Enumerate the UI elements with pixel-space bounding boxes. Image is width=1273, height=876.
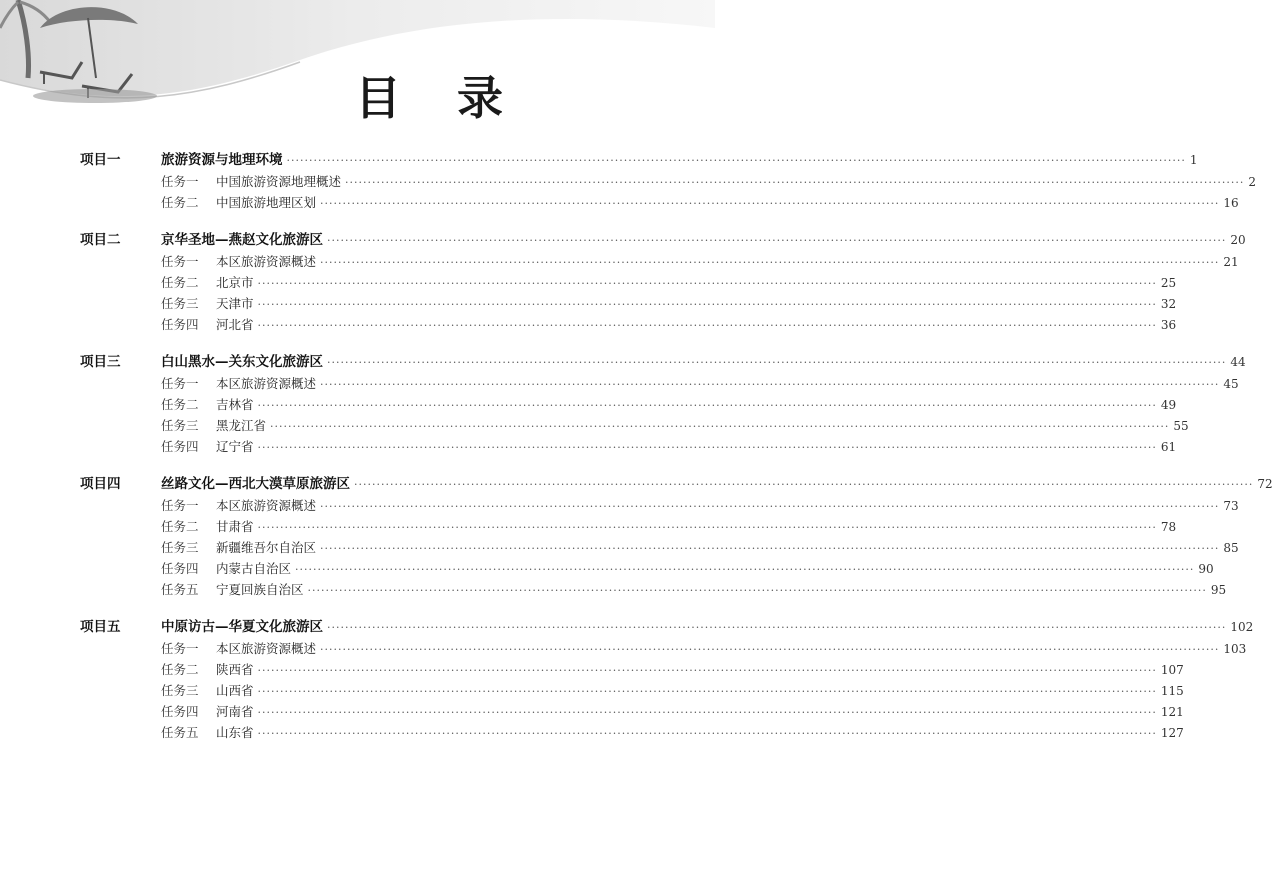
page-number: 103 [1223,642,1247,656]
task-row [0,722,1184,743]
task-number: 任务一 [161,641,199,656]
dot-leader: ········································································································································································································ [327,356,1227,369]
dot-leader: ········································································································································································································ [270,420,1170,433]
task-entry[interactable] [216,516,1177,538]
task-entry[interactable] [216,579,1227,601]
page-number: 127 [1160,726,1184,740]
task-row [0,373,1239,394]
dot-leader: ········································································································································································································ [295,563,1195,576]
task-number: 任务五 [161,582,199,597]
task-title: 中国旅游资源地理概述 [216,174,342,189]
task-title: 中国旅游地理区划 [216,195,317,210]
page-number: 44 [1230,355,1246,369]
page-number: 20 [1230,233,1246,247]
task-title: 山西省 [216,683,254,698]
task-row [0,638,1247,659]
task-number: 任务二 [161,195,199,210]
project-title: 丝路文化—西北大漠草原旅游区 [161,476,350,492]
task-number: 任务一 [161,254,199,269]
project-section [0,352,1246,457]
task-number: 任务四 [161,317,199,332]
task-title: 陕西省 [216,662,254,677]
project-entry[interactable] [161,352,1246,373]
task-row [0,314,1177,335]
page-number: 78 [1160,520,1177,534]
dot-leader: ········································································································································································································ [257,441,1157,454]
task-row [0,701,1184,722]
task-entry[interactable] [216,495,1239,517]
page-number: 1 [1189,153,1198,167]
task-row [0,272,1177,293]
dot-leader: ········································································································································································································ [320,256,1220,269]
project-section [0,617,1254,743]
project-section [0,230,1246,335]
dot-leader: ········································································································································································································ [327,621,1227,634]
task-entry[interactable] [216,701,1184,723]
task-number: 任务三 [161,683,199,698]
project-row [0,474,1273,495]
task-title: 黑龙江省 [216,418,267,433]
dot-leader: ········································································································································································································ [257,277,1157,290]
page-number: 25 [1160,276,1177,290]
project-row [0,230,1246,251]
task-number: 任务四 [161,704,199,719]
task-title: 河北省 [216,317,254,332]
page-number: 49 [1160,398,1177,412]
project-section [0,474,1273,600]
task-entry[interactable] [216,394,1177,416]
dot-leader: ········································································································································································································ [257,319,1157,332]
task-title: 宁夏回族自治区 [216,582,304,597]
page-number: 121 [1160,705,1184,719]
task-title: 本区旅游资源概述 [216,641,317,656]
project-section [0,150,1256,213]
task-title: 甘肃省 [216,519,254,534]
task-number: 任务二 [161,662,199,677]
task-row [0,659,1184,680]
task-title: 辽宁省 [216,439,254,454]
dot-leader: ········································································································································································································ [307,584,1207,597]
task-row [0,293,1177,314]
task-title: 内蒙古自治区 [216,561,292,576]
task-number: 任务五 [161,725,199,740]
project-title: 旅游资源与地理环境 [161,152,283,168]
project-row [0,352,1246,373]
dot-leader: ········································································································································································································ [320,500,1220,513]
task-entry[interactable] [216,171,1256,193]
task-number: 任务三 [161,540,199,555]
page-number: 45 [1223,377,1239,391]
task-title: 山东省 [216,725,254,740]
task-title: 本区旅游资源概述 [216,254,317,269]
task-number: 任务一 [161,498,199,513]
task-entry[interactable] [216,537,1239,559]
dot-leader: ········································································································································································································ [257,706,1157,719]
dot-leader: ········································································································································································································ [320,378,1220,391]
page-number: 21 [1223,255,1239,269]
task-entry[interactable] [216,373,1239,395]
task-title: 新疆维吾尔自治区 [216,540,317,555]
task-row [0,251,1239,272]
page-number: 95 [1210,583,1227,597]
page-number: 102 [1230,620,1254,634]
task-number: 任务三 [161,296,199,311]
dot-leader: ········································································································································································································ [327,234,1227,247]
project-title: 京华圣地—燕赵文化旅游区 [161,232,323,248]
project-number: 项目二 [80,232,121,248]
page-number: 115 [1160,684,1184,698]
task-title: 北京市 [216,275,254,290]
project-title: 中原访古—华夏文化旅游区 [161,619,323,635]
task-entry[interactable] [216,436,1177,458]
dot-leader: ········································································································································································································ [320,197,1220,210]
task-number: 任务一 [161,376,199,391]
project-title: 白山黑水—关东文化旅游区 [161,354,323,370]
page-number: 55 [1173,419,1189,433]
dot-leader: ········································································································································································································ [257,727,1157,740]
task-entry[interactable] [216,722,1184,744]
page-number: 2 [1248,175,1256,189]
task-entry[interactable] [216,415,1189,437]
project-number: 项目一 [80,152,121,168]
task-row [0,558,1214,579]
task-number: 任务四 [161,561,199,576]
task-title: 河南省 [216,704,254,719]
task-entry[interactable] [216,314,1177,336]
task-row [0,537,1239,558]
task-row [0,495,1239,516]
task-number: 任务四 [161,439,199,454]
task-row [0,394,1177,415]
task-title: 本区旅游资源概述 [216,376,317,391]
task-entry[interactable] [216,192,1239,214]
task-entry[interactable] [216,251,1239,273]
page-number: 73 [1223,499,1239,513]
project-row [0,150,1198,171]
project-number: 项目四 [80,476,121,492]
page-number: 36 [1160,318,1177,332]
dot-leader: ········································································································································································································ [354,478,1254,491]
page-number: 72 [1257,477,1273,491]
task-title: 本区旅游资源概述 [216,498,317,513]
dot-leader: ········································································································································································································ [257,399,1157,412]
dot-leader: ········································································································································································································ [257,521,1157,534]
task-number: 任务一 [161,174,199,189]
task-entry[interactable] [216,680,1184,702]
task-number: 任务三 [161,418,199,433]
task-entry[interactable] [216,659,1184,681]
task-entry[interactable] [216,638,1247,660]
project-entry[interactable] [161,617,1254,638]
task-row [0,680,1184,701]
dot-leader: ········································································································································································································ [320,542,1220,555]
project-row [0,617,1254,638]
page-number: 32 [1160,297,1177,311]
page-title: 目录 [355,71,559,125]
project-number: 项目五 [80,619,121,635]
task-row [0,436,1177,457]
task-entry[interactable] [216,558,1214,580]
page-number: 85 [1223,541,1239,555]
dot-leader: ········································································································································································································ [257,685,1157,698]
project-entry[interactable] [161,230,1246,251]
page-number: 61 [1160,440,1177,454]
dot-leader: ········································································································································································································ [286,154,1186,167]
dot-leader: ········································································································································································································ [257,298,1157,311]
project-number: 项目三 [80,354,121,370]
table-of-contents [0,150,1273,760]
task-row [0,516,1177,537]
task-title: 吉林省 [216,397,254,412]
task-row [0,171,1256,192]
task-title: 天津市 [216,296,254,311]
page-number: 90 [1198,562,1214,576]
task-number: 任务二 [161,397,199,412]
project-entry[interactable] [161,150,1198,171]
task-row [0,415,1189,436]
task-entry[interactable] [216,272,1177,294]
task-row [0,579,1227,600]
dot-leader: ········································································································································································································ [257,664,1157,677]
dot-leader: ········································································································································································································ [345,176,1245,189]
dot-leader: ········································································································································································································ [320,643,1220,656]
page-number: 107 [1160,663,1184,677]
task-row [0,192,1239,213]
task-number: 任务二 [161,275,199,290]
page-number: 16 [1223,196,1239,210]
task-number: 任务二 [161,519,199,534]
project-entry[interactable] [161,474,1273,495]
task-entry[interactable] [216,293,1177,315]
